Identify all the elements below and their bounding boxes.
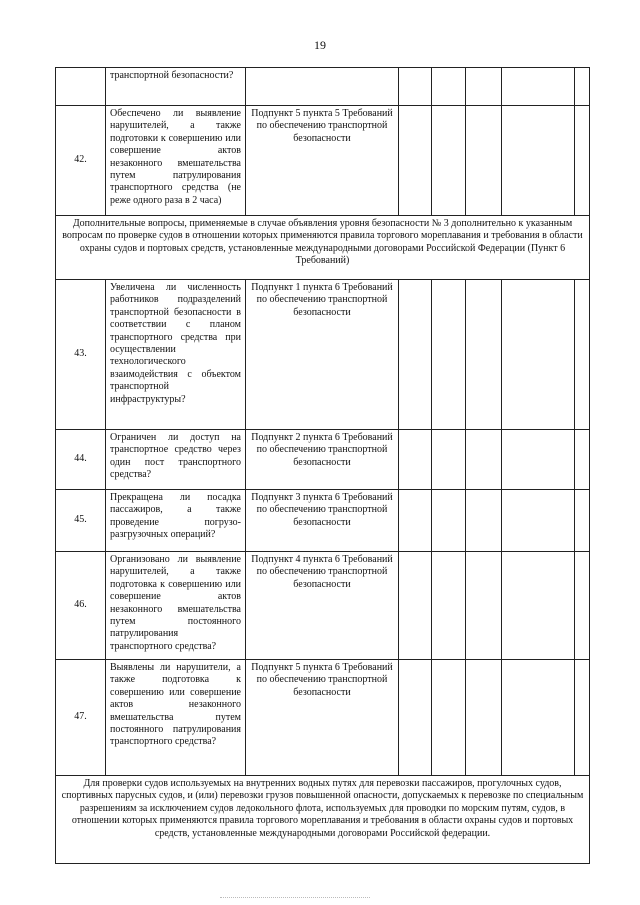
requirement-reference: Подпункт 3 пункта 6 Требований по обеспечению транспортной безопасности (246, 490, 399, 552)
answer-cell[interactable] (575, 490, 590, 552)
answer-cell[interactable] (502, 490, 575, 552)
table-row (56, 68, 590, 106)
requirement-reference (246, 68, 399, 106)
answer-cell[interactable] (466, 660, 502, 776)
requirement-reference: Подпункт 1 пункта 6 Требований по обеспечению транспортной безопасности (246, 280, 399, 430)
section-header: Дополнительные вопросы, применяемые в случае объявления уровня безопасности № 3 дополнительно к указанным вопросам по проверке судов в отношении которых применяются правила торгового мореплавания и требования в области охраны судов и портовых средств, установленные международными договорами Российской Федерации (Пункт 6 Требований) (56, 216, 590, 280)
question-text: Ограничен ли доступ на транспортное средство через один пост транспортного средства? (106, 430, 246, 490)
answer-cell[interactable] (502, 660, 575, 776)
question-text: Увеличена ли численность работников подразделений транспортной безопасности в соответствии с планом транспортного средства при осуществлении технологического взаимодействия с объектом транспортной инфраструктуры? (106, 280, 246, 430)
question-text: Прекращена ли посадка пассажиров, а также проведение погрузо-разгрузочных операций? (106, 490, 246, 552)
answer-cell[interactable] (502, 552, 575, 660)
answer-cell[interactable] (575, 552, 590, 660)
row-number: 45. (56, 490, 106, 552)
answer-cell[interactable] (466, 430, 502, 490)
table-row (56, 552, 590, 660)
answer-cell[interactable] (432, 430, 466, 490)
answer-cell[interactable] (399, 280, 432, 430)
requirement-reference: Подпункт 4 пункта 6 Требований по обеспечению транспортной безопасности (246, 552, 399, 660)
answer-cell[interactable] (575, 68, 590, 106)
row-number (56, 68, 106, 106)
row-number: 43. (56, 280, 106, 430)
answer-cell[interactable] (575, 106, 590, 216)
question-text: Организовано ли выявление нарушителей, а также подготовка к совершению или совершение актов незаконного вмешательства путем постоянного патрулирования транспортного средства? (106, 552, 246, 660)
answer-cell[interactable] (432, 68, 466, 106)
section-header: Для проверки судов используемых на внутренних водных путях для перевозки пассажиров, прогулочных судов, спортивных парусных судов, и (или) перевозки грузов повышенной опасности, допускаемых к перевозке по специальным разрешениям за исключением судов ледокольного флота, используемых для проводки по морским путям, судов, в отношении которых применяются правила торгового мореплавания и требования в области охраны судов и портовых средств, установленные международными договорами Российской федерации. (56, 776, 590, 864)
requirement-reference: Подпункт 2 пункта 6 Требований по обеспечению транспортной безопасности (246, 430, 399, 490)
table-row (56, 106, 590, 216)
answer-cell[interactable] (432, 552, 466, 660)
answer-cell[interactable] (399, 106, 432, 216)
answer-cell[interactable] (502, 106, 575, 216)
answer-cell[interactable] (575, 660, 590, 776)
answer-cell[interactable] (466, 106, 502, 216)
answer-cell[interactable] (466, 68, 502, 106)
question-text: Выявлены ли нарушители, а также подготовка к совершению или совершение актов незаконного вмешательства путем постоянного патрулирования транспортного средства? (106, 660, 246, 776)
answer-cell[interactable] (502, 280, 575, 430)
row-number: 44. (56, 430, 106, 490)
table-row (56, 430, 590, 490)
table-row (56, 660, 590, 776)
answer-cell[interactable] (399, 552, 432, 660)
answer-cell[interactable] (399, 68, 432, 106)
answer-cell[interactable] (432, 490, 466, 552)
answer-cell[interactable] (466, 490, 502, 552)
table-row (56, 280, 590, 430)
answer-cell[interactable] (399, 660, 432, 776)
table-row (56, 490, 590, 552)
requirement-reference: Подпункт 5 пункта 6 Требований по обеспечению транспортной безопасности (246, 660, 399, 776)
section-row (56, 776, 590, 864)
answer-cell[interactable] (399, 430, 432, 490)
checklist-table (55, 67, 590, 864)
row-number: 47. (56, 660, 106, 776)
page-number: 19 (314, 38, 326, 52)
answer-cell[interactable] (502, 430, 575, 490)
answer-cell[interactable] (432, 660, 466, 776)
scan-artifact (220, 897, 370, 901)
requirement-reference: Подпункт 5 пункта 5 Требований по обеспечению транспортной безопасности (246, 106, 399, 216)
answer-cell[interactable] (432, 106, 466, 216)
answer-cell[interactable] (432, 280, 466, 430)
answer-cell[interactable] (466, 552, 502, 660)
answer-cell[interactable] (399, 490, 432, 552)
answer-cell[interactable] (466, 280, 502, 430)
question-text: Обеспечено ли выявление нарушителей, а также подготовки к совершению или совершение актов незаконного вмешательства путем патрулирования транспортного средства (не реже одного раза в 2 часа) (106, 106, 246, 216)
section-row (56, 216, 590, 280)
answer-cell[interactable] (502, 68, 575, 106)
row-number: 42. (56, 106, 106, 216)
question-text: транспортной безопасности? (106, 68, 246, 106)
row-number: 46. (56, 552, 106, 660)
answer-cell[interactable] (575, 280, 590, 430)
answer-cell[interactable] (575, 430, 590, 490)
